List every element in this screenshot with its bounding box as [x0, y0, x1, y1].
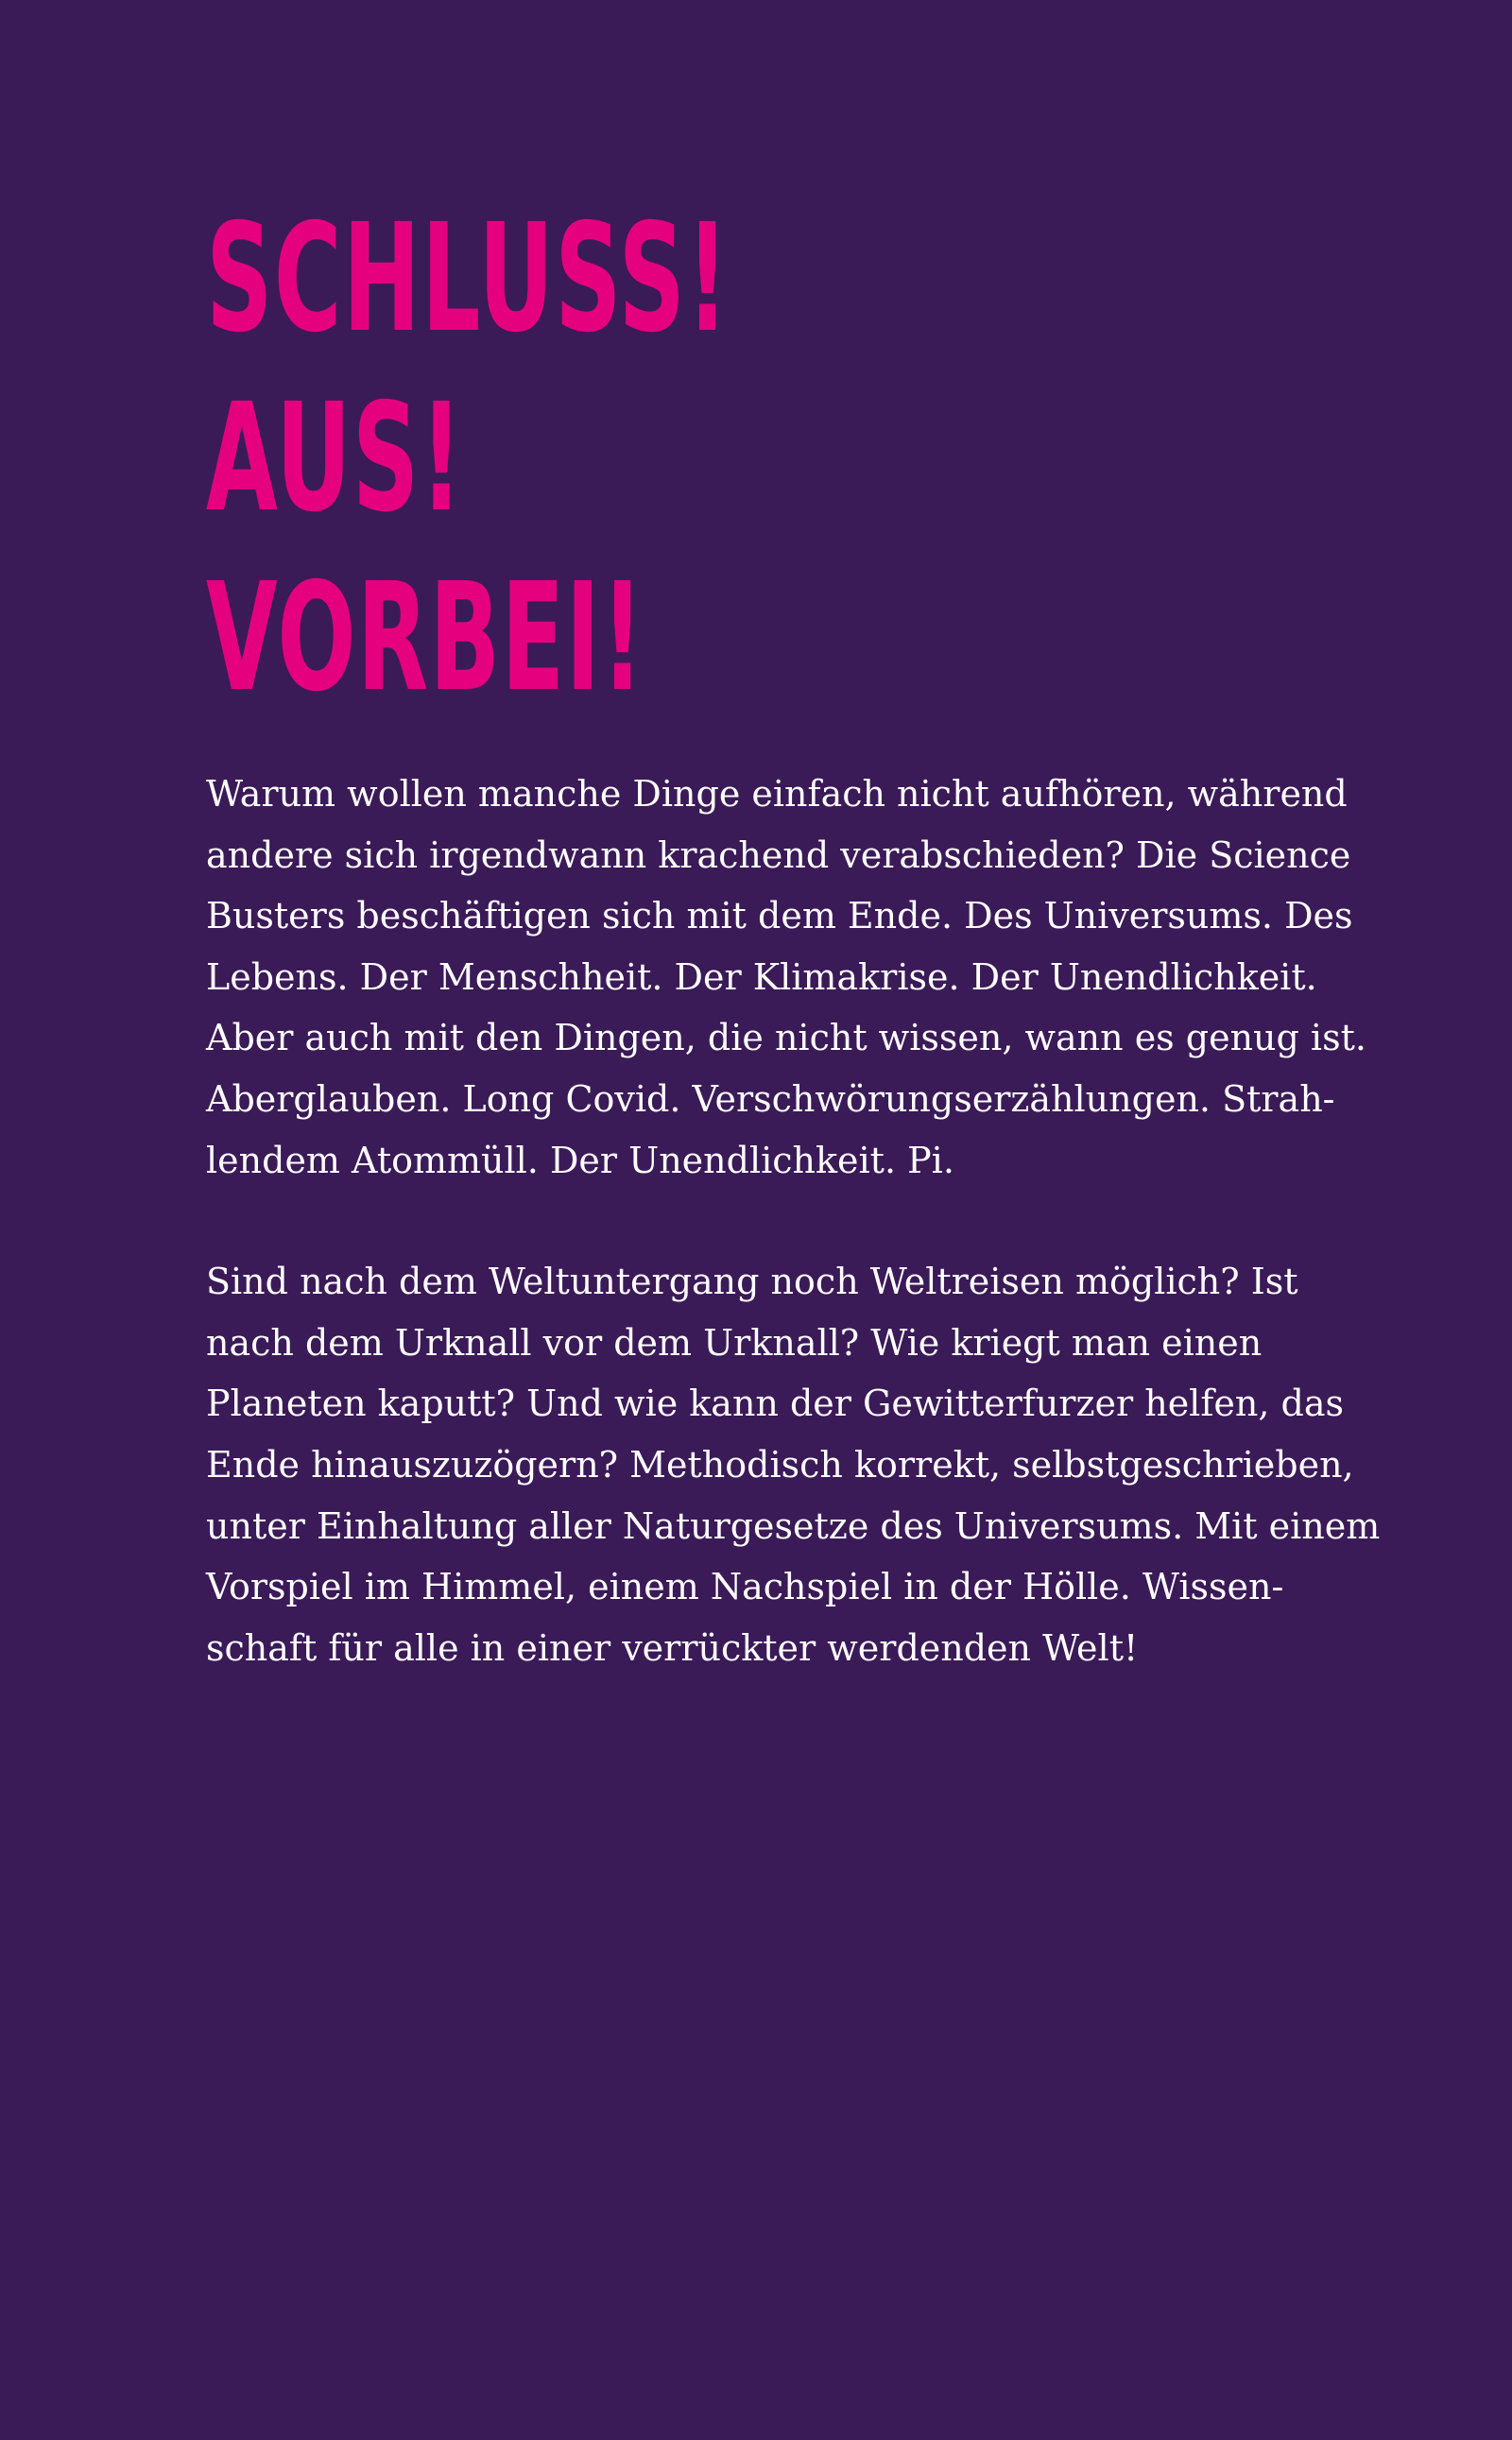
blurb-paragraph-2 [206, 1251, 1381, 1678]
blurb-text [206, 764, 1381, 1678]
headline-line-1: SCHLUSS! [206, 192, 730, 366]
paragraph-line: Lebens. Der Menschheit. Der Klimakrise. Der Unendlichkeit. [206, 955, 1317, 998]
paragraph-line: lendem Atommüll. Der Unendlichkeit. Pi. [206, 1139, 954, 1181]
paragraph-line: Busters beschäftigen sich mit dem Ende. Des Universums. Des [206, 895, 1353, 937]
paragraph-line: andere sich irgendwann krachend verabschieden? Die Science [206, 833, 1351, 876]
paragraph-line: nach dem Urknall vor dem Urknall? Wie kriegt man einen [206, 1321, 1263, 1364]
paragraph-line: Aber auch mit den Dingen, die nicht wissen, wann es genug ist. [206, 1017, 1366, 1059]
paragraph-line: Planeten kaputt? Und wie kann der Gewitterfurzer helfen, das [206, 1383, 1344, 1425]
headline-line-3: VORBEI! [206, 551, 645, 725]
paragraph-line: Aberglauben. Long Covid. Verschwörungserzählungen. Strah- [206, 1077, 1335, 1120]
paragraph-line: Ende hinauszuzögern? Methodisch korrekt, selbstgeschrieben, [206, 1443, 1354, 1486]
paragraph-line: Sind nach dem Weltuntergang noch Weltreisen möglich? Ist [206, 1261, 1298, 1303]
paragraph-line: Warum wollen manche Dinge einfach nicht aufhören, während [206, 773, 1348, 815]
paragraph-line: schaft für alle in einer verrückter werdenden Welt! [206, 1626, 1139, 1669]
paragraph-line: unter Einhaltung aller Naturgesetze des Universums. Mit einem [206, 1504, 1381, 1547]
headline-line-2: AUS! [206, 371, 464, 545]
paragraph-line: Vorspiel im Himmel, einem Nachspiel in der Hölle. Wissen- [206, 1566, 1284, 1608]
blurb-paragraph-1 [206, 764, 1366, 1191]
headline [206, 189, 1340, 728]
